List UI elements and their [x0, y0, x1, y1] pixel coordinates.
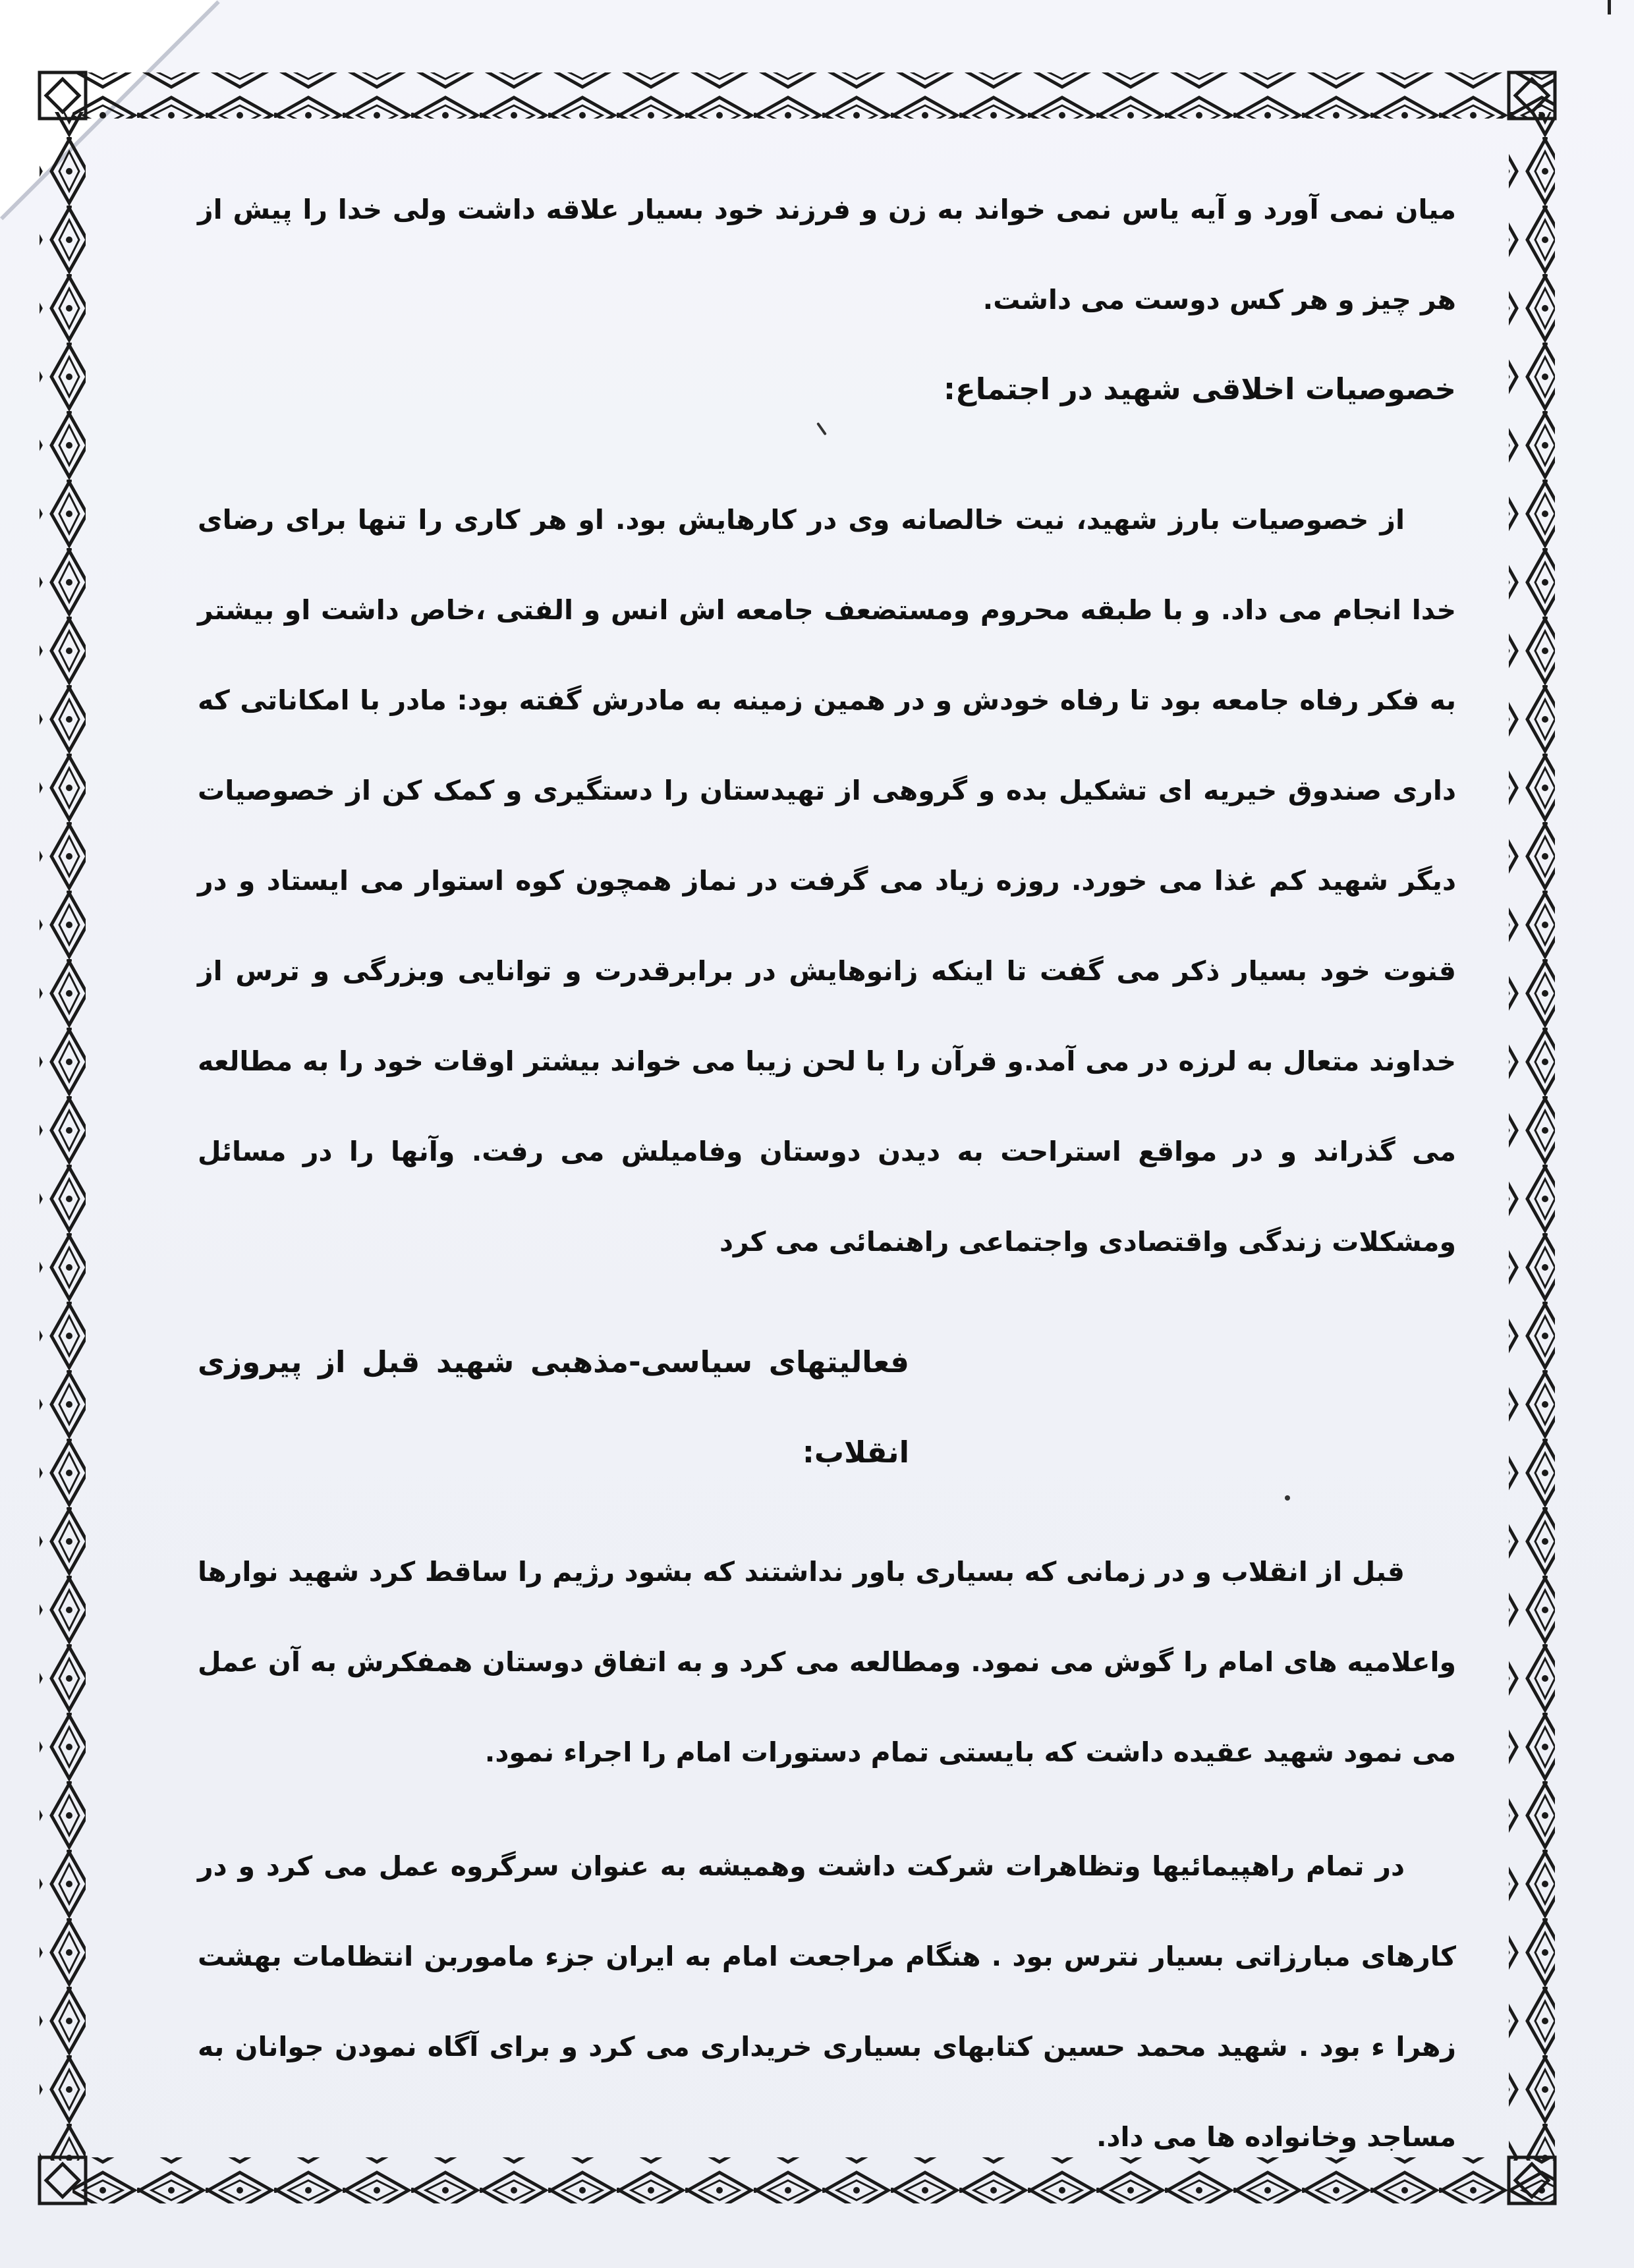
- border-top: [72, 72, 1555, 119]
- paragraph-political-1: قبل از انقلاب و در زمانی که بسیاری باور نداشتند که بشود رژیم را ساقط کرد شهید نوارها واعلامیه های امام را گوش می نمود. ومطالعه می کرد و به اتفاق دوستان همفکرش به آن عمل می نمود شهید عقیده داشت که بایستی تمام دستورات امام را اجراء نمود.: [198, 1556, 1456, 1768]
- heading-political: فعالیتهای سیاسی-مذهبی شهید قبل از پیروزی انقلاب:: [198, 1344, 909, 1470]
- scan-mark: [1608, 0, 1611, 14]
- paragraph-political-2: در تمام راهپیمائیها وتظاهرات شرکت داشت وهمیشه به عنوان سرگروه عمل می کرد و در کارهای مبارزاتی بسیار نترس بود . هنگام مراجعت امام به ایران جزء ماموربن انتظامات بهشت زهرا ء بود . شهید محمد حسین کتابهای بسیاری خریداری می کرد و برای آگاه نمودن جوانان به مساجد وخانواده ها می داد.: [198, 1850, 1456, 2153]
- paragraph-ethics: از خصوصیات بارز شهید، نیت خالصانه وی در کارهایش بود. او هر کاری را تنها برای رضای خدا انجام می داد. و با طبقه محروم ومستضعف جامعه اش انس و الفتی ،خاص داشت او بیشتر به فکر رفاه جامعه بود تا رفاه خودش و در همین زمینه به مادرش گفته بود: مادر با امکاناتی که داری صندوق خیریه ای تشکیل بده و گروهی از تهیدستان را دستگیری و کمک کن از خصوصیات دیگر شهید کم غذا می خورد. روزه زیاد می گرفت در نماز همچون کوه استوار می ایستاد و در قنوت خود بسیار ذکر می گفت تا اینکه زانوهایش در برابرقدرت و توانایی وبزرگی و ترس از خداوند متعال به لرزه در می آمد.و قرآن را با لحن زیبا می خواند بیشتر اوقات خود را به مطالعه می گذراند و در مواقع استراحت به دیدن دوستان وفامیلش می رفت. وآنها را در مسائل ومشکلات زندگی واقتصادی واجتماعی راهنمائی می کرد: [198, 504, 1456, 1258]
- border-left: [40, 112, 86, 2161]
- paragraph-gap: [198, 1798, 1456, 1821]
- border-right: [1509, 112, 1555, 2161]
- document-body: [198, 165, 1456, 2153]
- paragraph-intro: میان نمی آورد و آیه یاس نمی خواند به زن و فرزند خود بسیار علاقه داشت ولی خدا را پیش از هر چیز و هر کس دوست می داشت.: [198, 194, 1456, 316]
- heading-ethics: خصوصیات اخلاقی شهید در اجتماع:: [944, 372, 1456, 406]
